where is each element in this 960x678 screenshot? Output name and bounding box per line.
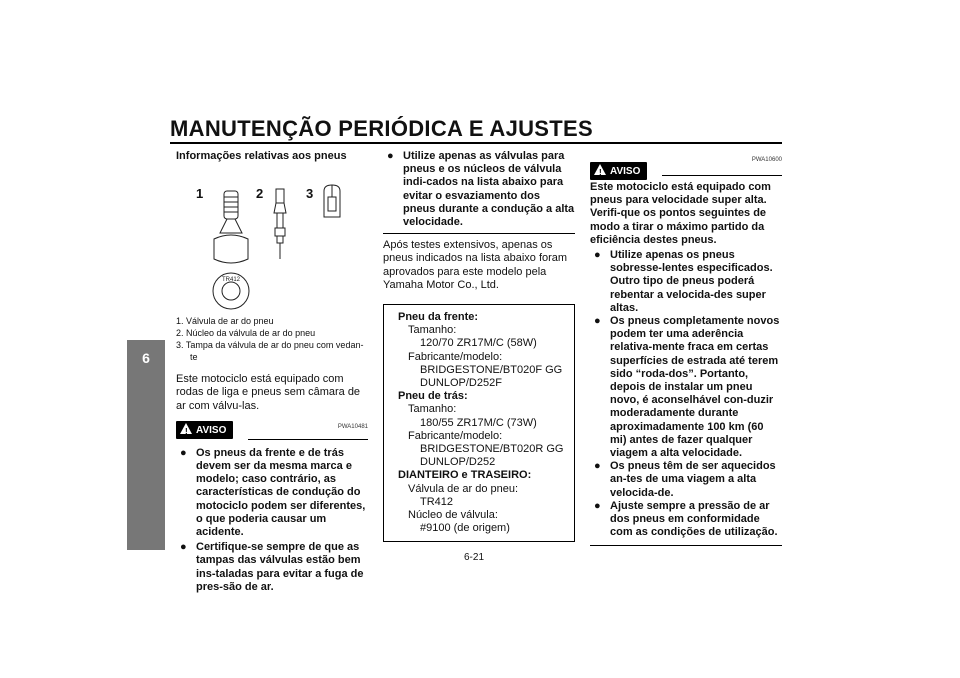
tire-spec-box <box>383 304 575 542</box>
size-label: Tamanho: <box>408 324 457 337</box>
warning-end-rule <box>383 233 575 234</box>
caption-3: 3. Tampa da válvula de ar do pneu com vedan-te <box>176 340 364 363</box>
warning-item: ● Utilize apenas as válvulas para pneus e os núcleos de válvula indi-cados na lista abaixo para evitar o esvaziamento dos pneus durante a condução a alta velocidade. <box>383 150 575 229</box>
warning-item: ● Os pneus completamente novos podem ter uma aderência relativa-mente fraca em certas superfícies de estrada até terem sido “roda-dos”. Portanto, depois de instalar um pneu novo, é aconselhável con-duzir moderadamente durante aproximadamente 100 km (60 mi) antes de fazer qualquer viagem a alta velocidade. <box>590 315 782 460</box>
front-maker-2: DUNLOP/D252F <box>420 377 502 390</box>
rear-maker-2: DUNLOP/D252 <box>420 456 496 469</box>
warning-triangle-icon: ! <box>594 164 606 175</box>
figure-label-2: 2 <box>256 186 264 202</box>
size-label: Tamanho: <box>408 403 457 416</box>
warning-item: ● Utilize apenas os pneus sobresse-lentes especificados. Outro tipo de pneus poderá rebentar a velocida-des super altas. <box>590 249 782 315</box>
maker-label: Fabricante/modelo: <box>408 350 503 363</box>
warning-rule <box>248 439 368 440</box>
column-3 <box>590 150 782 546</box>
warning-rule-2 <box>662 175 782 176</box>
both-tires-heading: DIANTEIRO e TRASEIRO: <box>398 469 532 482</box>
front-tire-heading: Pneu da frente: <box>398 311 479 324</box>
warning-item: ● Os pneus da frente e de trás devem ser da mesma marca e modelo; caso contrário, as características de condução do motociclo podem ser diferentes, o que poderia causar um acidente. <box>176 447 368 539</box>
warning-end-rule-2 <box>590 545 782 546</box>
rear-tire-heading: Pneu de trás: <box>398 390 468 403</box>
column-1 <box>176 150 368 594</box>
warning-code: PWA10481 <box>337 423 368 430</box>
figure-captions <box>176 315 368 363</box>
section-heading: Informações relativas aos pneus <box>176 150 347 162</box>
intro-paragraph: Este motociclo está equipado com rodas de liga e pneus sem câmara de ar com válvu-las. <box>176 373 361 412</box>
cap-imprint: TR412 <box>221 277 241 284</box>
aviso-badge-2 <box>590 162 647 180</box>
warning-code-2: PWA10600 <box>751 157 782 163</box>
rear-size-value: 180/55 ZR17M/C (73W) <box>420 416 537 429</box>
figure-label-3: 3 <box>306 186 314 202</box>
warning-item: ● Certifique-se sempre de que as tampas das válvulas estão bem ins-taladas para evitar a fuga de pres-são de ar. <box>176 541 368 594</box>
column-2 <box>383 150 575 542</box>
warning-list <box>176 447 368 594</box>
page-number: 6-21 <box>464 552 485 563</box>
maker-label: Fabricante/modelo: <box>408 429 503 442</box>
rear-maker-1: BRIDGESTONE/BT020R GG <box>420 443 564 456</box>
warning-list-continued <box>383 150 575 229</box>
warning-header <box>176 421 368 441</box>
warning-item: ● Ajuste sempre a pressão de ar dos pneus em conformidade com as condições de utilização. <box>590 500 782 540</box>
core-value: #9100 (de origem) <box>420 522 510 535</box>
title-rule <box>170 142 782 144</box>
figure-label-1: 1 <box>196 186 204 202</box>
caption-2: 2. Núcleo da válvula de ar do pneu <box>176 328 316 339</box>
core-label: Núcleo de válvula: <box>408 509 498 522</box>
aviso-label: AVISO <box>196 424 227 436</box>
tire-valve-illustration <box>176 173 368 311</box>
warning-list-2 <box>590 249 782 539</box>
valve-label: Válvula de ar do pneu: <box>408 482 519 495</box>
valve-value: TR412 <box>420 495 454 508</box>
aviso-label-2: AVISO <box>610 166 641 177</box>
chapter-tab <box>127 340 165 550</box>
valve-figure <box>176 173 368 311</box>
page-title: MANUTENÇÃO PERIÓDICA E AJUSTES <box>170 116 593 141</box>
caption-1: 1. Válvula de ar do pneu <box>176 316 274 327</box>
warning-header-2 <box>590 150 782 176</box>
warning-item: ● Os pneus têm de ser aquecidos an-tes de uma viagem a alta velocida-de. <box>590 460 782 500</box>
front-maker-1: BRIDGESTONE/BT020F GG <box>420 363 563 376</box>
aviso-badge <box>176 421 233 439</box>
warning-intro: Este motociclo está equipado com pneus para velocidade super alta. Verifi-que os pontos seguintes de modo a tirar o máximo partido da eficiência destes pneus. <box>590 181 771 246</box>
approval-paragraph: Após testes extensivos, apenas os pneus indicados na lista abaixo foram aprovados para este modelo pela Yamaha Motor Co., Ltd. <box>383 239 568 291</box>
front-size-value: 120/70 ZR17M/C (58W) <box>420 337 537 350</box>
chapter-tab-number: 6 <box>142 350 150 366</box>
warning-triangle-icon: ! <box>180 423 192 434</box>
